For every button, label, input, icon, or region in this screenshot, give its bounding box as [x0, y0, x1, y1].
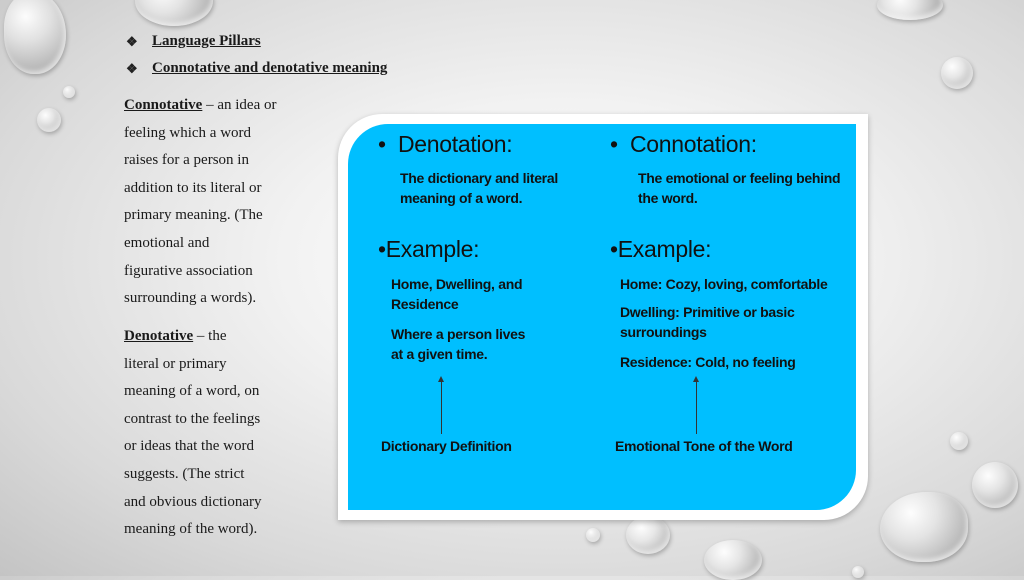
diamond-bullet-icon: ❖: [126, 60, 138, 76]
water-drop-decoration: [135, 0, 213, 26]
water-drop-decoration: [972, 462, 1018, 508]
text-line: addition to its literal or: [124, 179, 262, 196]
text-line: emotional and: [124, 234, 210, 251]
connotation-example-3: Residence: Cold, no feeling: [620, 354, 796, 370]
connotation-example-2: Dwelling: Primitive or basic surroundings: [620, 304, 795, 340]
water-drop-decoration: [880, 492, 968, 562]
text-line: feeling which a word: [124, 124, 252, 141]
bullet-dot-icon: •: [378, 236, 386, 262]
water-drop-decoration: [852, 566, 864, 578]
text-line: meaning of a word, on: [124, 383, 260, 400]
text-line: or ideas that the word: [124, 438, 254, 455]
connotative-definition: [124, 92, 324, 313]
up-arrow-icon: [696, 378, 697, 434]
water-drop-decoration: [877, 0, 943, 20]
connotation-heading: • Connotation:: [610, 131, 757, 157]
connotation-example-heading: •Example:: [610, 236, 712, 262]
up-arrow-icon: [441, 378, 442, 434]
text-line: surrounding a words).: [124, 290, 257, 307]
water-drop-decoration: [950, 432, 968, 450]
text-line: literal or primary: [124, 355, 227, 372]
water-drop-decoration: [704, 540, 762, 580]
text-line: primary meaning. (The: [124, 207, 263, 224]
text-line: suggests. (The strict: [124, 465, 245, 482]
text-line: figurative association: [124, 262, 253, 279]
denotation-heading: • Denotation:: [378, 131, 513, 157]
water-drop-decoration: [63, 86, 75, 98]
connotative-term: Connotative: [124, 97, 203, 113]
connotation-definition: The emotional or feeling behind the word.: [638, 170, 841, 206]
bullet-dot-icon: •: [610, 236, 618, 262]
denotation-example-heading: •Example:: [378, 236, 480, 262]
denotative-definition: [124, 323, 324, 544]
bullet-label: Connotative and denotative meaning: [152, 60, 388, 76]
comparison-panel: [348, 124, 856, 510]
bullet-dot-icon: •: [378, 131, 386, 157]
water-drop-decoration: [4, 0, 66, 74]
text-line: raises for a person in: [124, 152, 249, 169]
denotation-example-1: Home, Dwelling, and Residence: [391, 276, 523, 312]
connotation-example-1: Home: Cozy, loving, comfortable: [620, 276, 828, 292]
denotation-footer: Dictionary Definition: [381, 438, 512, 454]
water-drop-decoration: [626, 516, 670, 554]
text-line: and obvious dictionary: [124, 493, 262, 510]
denotative-term: Denotative: [124, 328, 194, 344]
connotation-footer: Emotional Tone of the Word: [615, 438, 793, 454]
bullet-dot-icon: •: [610, 131, 618, 157]
bullet-label: Language Pillars: [152, 33, 261, 49]
text-line: contrast to the feelings: [124, 410, 261, 427]
water-drop-decoration: [586, 528, 600, 542]
water-drop-decoration: [941, 57, 973, 89]
header-bullet-list: [126, 28, 387, 82]
denotation-definition: The dictionary and literal meaning of a word.: [400, 170, 558, 206]
bullet-connotative-denotative: [126, 55, 387, 82]
water-drop-decoration: [37, 108, 61, 132]
text-line: – the: [193, 328, 227, 344]
text-line: – an idea or: [202, 97, 277, 113]
text-line: meaning of the word).: [124, 521, 258, 538]
bullet-language-pillars: [126, 28, 387, 55]
denotation-example-2: Where a person lives at a given time.: [391, 326, 526, 362]
diamond-bullet-icon: ❖: [126, 33, 138, 49]
